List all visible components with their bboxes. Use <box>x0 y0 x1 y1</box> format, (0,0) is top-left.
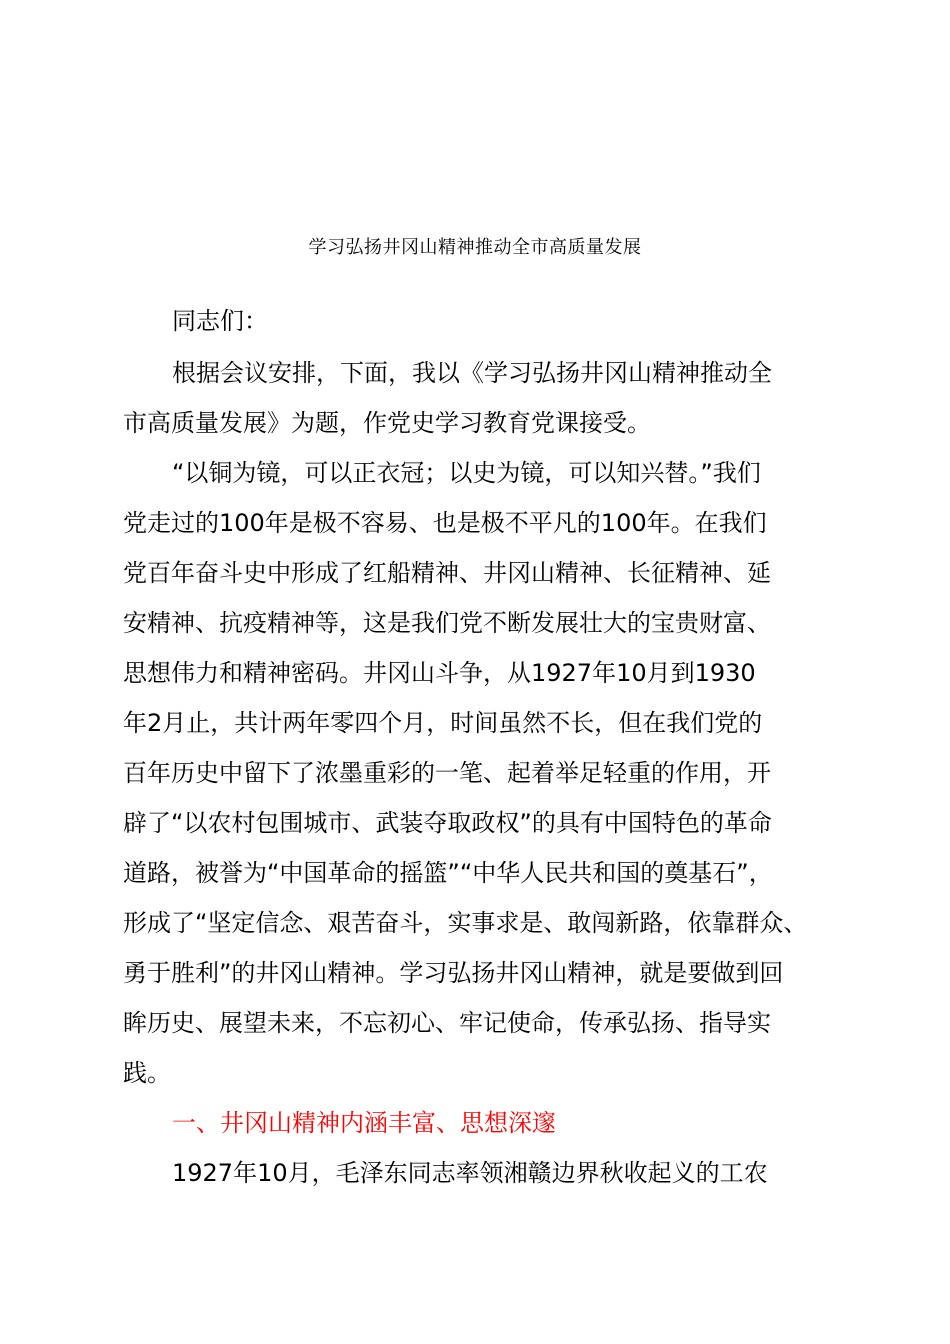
body-line: 勇于胜利”的井冈山精神。学习弘扬井冈山精神，就是要做到回 <box>123 959 784 987</box>
section-heading: 一、井冈山精神内涵丰富、思想深邃 <box>172 1109 556 1137</box>
document-title: 学习弘扬井冈山精神推动全市高质量发展 <box>308 237 642 258</box>
body-line: 年2月止，共计两年零四个月，时间虽然不长，但在我们党的 <box>123 709 763 737</box>
body-line: 形成了“坚定信念、艰苦奋斗，实事求是、敢闯新路，依靠群众、 <box>123 909 808 937</box>
body-line: 践。 <box>123 1059 171 1087</box>
salutation: 同志们： <box>172 307 268 335</box>
body-line: 百年历史中留下了浓墨重彩的一笔、起着举足轻重的作用，开 <box>123 759 771 787</box>
body-line: 党走过的100年是极不容易、也是极不平凡的100年。在我们 <box>123 509 767 537</box>
body-line: 根据会议安排，下面，我以《学习弘扬井冈山精神推动全 <box>172 359 772 387</box>
body-line: 眸历史、展望未来，不忘初心、牢记使命，传承弘扬、指导实 <box>123 1009 771 1037</box>
body-line: 思想伟力和精神密码。井冈山斗争，从1927年10月到1930 <box>123 659 756 687</box>
body-line: 辟了“以农村包围城市、武装夺取政权”的具有中国特色的革命 <box>123 809 772 837</box>
body-line: 1927年10月，毛泽东同志率领湘赣边界秋收起义的工农 <box>172 1159 768 1187</box>
body-line: 党百年奋斗史中形成了红船精神、井冈山精神、长征精神、延 <box>123 559 771 587</box>
body-line: 市高质量发展》为题，作党史学习教育党课接受。 <box>123 409 651 437</box>
body-line: 安精神、抗疫精神等，这是我们党不断发展壮大的宝贵财富、 <box>123 609 771 637</box>
body-line: 道路，被誉为“中国革命的摇篮”“中华人民共和国的奠基石”， <box>123 859 773 887</box>
body-line: “以铜为镜，可以正衣冠；以史为镜，可以知兴替。”我们 <box>172 459 761 487</box>
